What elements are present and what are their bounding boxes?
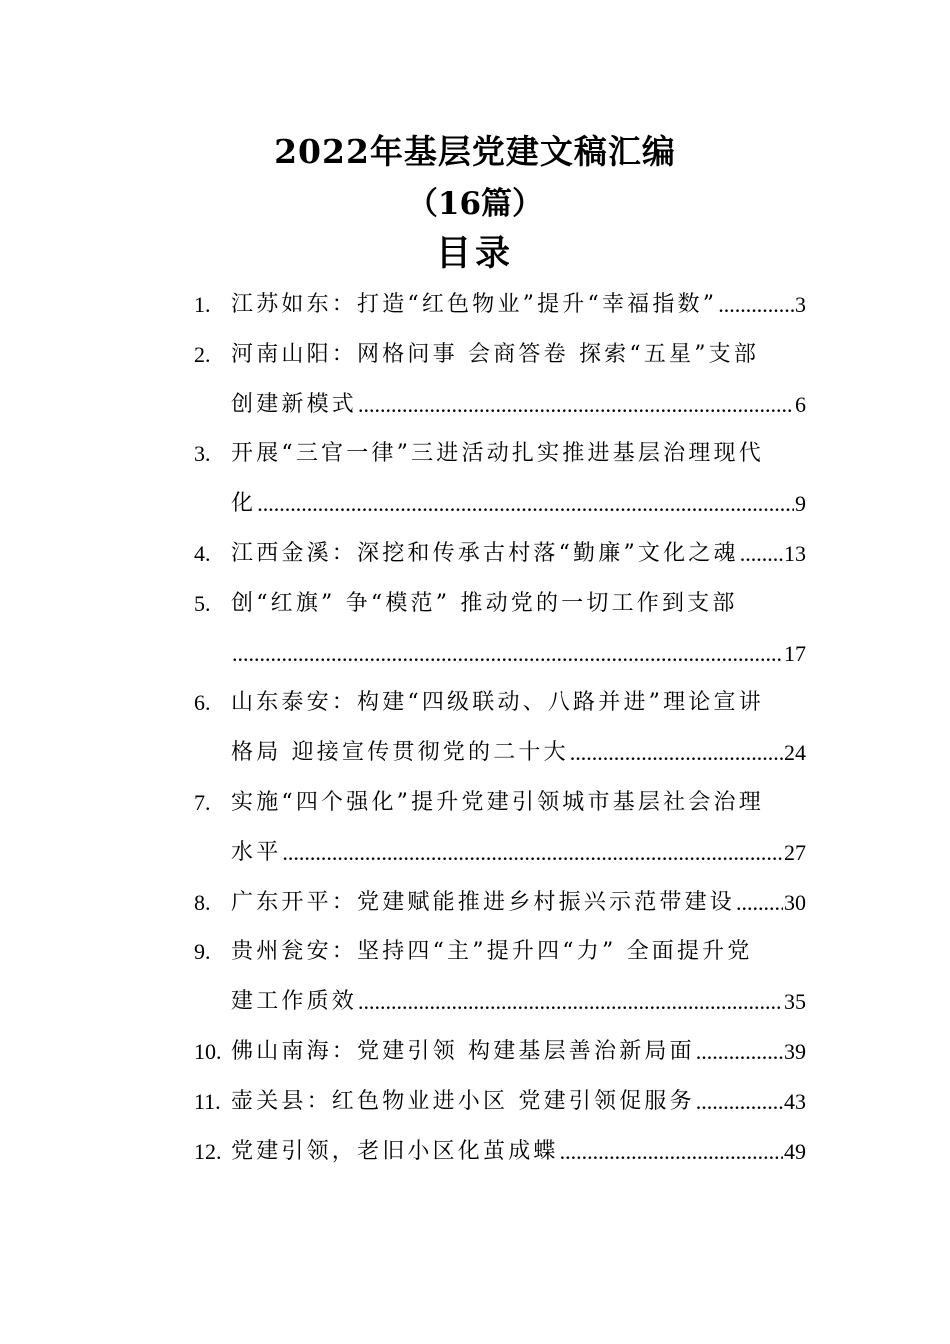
toc-leader-dots — [696, 1089, 783, 1115]
toc-entry-line[interactable] — [231, 382, 806, 418]
toc-page-number: 6 — [795, 391, 806, 417]
toc-leader-dots — [560, 1139, 783, 1165]
toc-entry-line[interactable] — [194, 1129, 806, 1165]
toc-entry-title: 建工作质效 — [231, 989, 358, 1015]
toc-entry-title: 创“红旗” 争“模范” 推动党的一切工作到支部 — [231, 590, 738, 616]
toc-entry-number: 8. — [194, 889, 211, 915]
toc-leader-dots — [358, 989, 783, 1015]
toc-entry-title: 开展“三官一律”三进活动扎实推进基层治理现代 — [231, 441, 764, 467]
toc-entry-number: 9. — [194, 939, 211, 965]
toc-page-number: 49 — [784, 1138, 806, 1164]
toc-entry-line[interactable] — [194, 1079, 806, 1115]
toc-entry-line — [194, 780, 806, 816]
toc-page-number: 39 — [784, 1039, 806, 1064]
toc-entry-line[interactable] — [231, 830, 806, 866]
toc-leader-dots — [232, 641, 783, 667]
toc-entry-number: 11. — [194, 1088, 221, 1114]
toc-entry-title: 河南山阳：网格问事 会商答卷 探索“五星”支部 — [231, 341, 760, 367]
toc-leader-dots — [358, 392, 794, 418]
toc-entry-title: 格局 迎接宣传贯彻党的二十大 — [231, 740, 569, 766]
toc-page-number: 24 — [784, 740, 806, 766]
toc-page-number: 9 — [795, 491, 806, 517]
toc-entry-title: 广东开平：党建赋能推进乡村振兴示范带建设 — [231, 889, 736, 915]
toc-entry-number: 10. — [194, 1039, 222, 1064]
toc-page-number: 13 — [784, 541, 806, 566]
toc-leader-dots — [570, 740, 783, 766]
toc-entry-number: 7. — [194, 790, 211, 815]
toc-page-number: 27 — [784, 839, 806, 865]
toc-leader-dots — [718, 292, 794, 318]
toc-entry-title: 佛山南海：党建引领 构建基层善治新局面 — [231, 1039, 695, 1064]
toc-entry-title: 山东泰安：构建“四级联动、八路并进”理论宣讲 — [231, 690, 764, 716]
toc-entry-number: 6. — [194, 690, 211, 716]
toc-entry-line — [194, 581, 806, 617]
toc-entry-title: 水平 — [231, 839, 282, 865]
toc-leader-dots — [257, 491, 794, 517]
toc-entry-title: 化 — [231, 491, 257, 517]
toc-entry-title: 贵州瓮安：坚持四“主”提升四“力” 全面提升党 — [231, 939, 753, 965]
toc-entry-number: 12. — [194, 1138, 222, 1164]
toc-entry-number: 5. — [194, 590, 211, 616]
toc-entry-line — [194, 332, 806, 368]
toc-entry-line — [194, 431, 806, 467]
toc-entry-line[interactable] — [231, 481, 806, 517]
toc-entry-line[interactable] — [194, 880, 806, 916]
toc-page-number: 43 — [784, 1088, 806, 1114]
toc-entry-line — [194, 680, 806, 716]
toc-entry-line[interactable] — [231, 631, 806, 667]
toc-entry-line[interactable] — [231, 730, 806, 766]
toc-leader-dots — [736, 890, 783, 916]
toc-entry-line[interactable] — [194, 1029, 806, 1065]
toc-entry-number: 2. — [194, 341, 211, 367]
toc-entry-title: 实施“四个强化”提升党建引领城市基层社会治理 — [231, 790, 764, 815]
toc-entry-line — [194, 929, 806, 965]
toc-entry-number: 3. — [194, 441, 211, 467]
toc-entry-title: 创建新模式 — [231, 391, 358, 417]
toc-entry-number: 4. — [194, 541, 211, 566]
toc-entry-line[interactable] — [194, 282, 806, 318]
document-title: 2022年基层党建文稿汇编 — [274, 132, 676, 171]
toc-entry-title: 党建引领，老旧小区化茧成蝶 — [231, 1138, 559, 1164]
toc-entry-title: 壶关县：红色物业进小区 党建引领促服务 — [231, 1088, 695, 1114]
toc-leader-dots — [696, 1039, 783, 1065]
toc-entry-line[interactable] — [231, 979, 806, 1015]
toc-entry-number: 1. — [194, 292, 211, 317]
toc-page-number: 30 — [784, 889, 806, 915]
toc-leader-dots — [282, 840, 783, 866]
document-subtitle: （16篇） — [406, 186, 544, 222]
toc-entry-title: 江西金溪：深挖和传承古村落“勤廉”文化之魂 — [231, 541, 739, 566]
toc-page-number: 35 — [784, 989, 806, 1015]
toc-heading: 目录 — [435, 233, 514, 274]
toc-page-number: 17 — [784, 640, 806, 666]
toc-entry-title: 江苏如东：打造“红色物业”提升“幸福指数” — [231, 292, 718, 317]
toc-entry-line[interactable] — [194, 531, 806, 567]
toc-page-number: 3 — [795, 292, 806, 317]
toc-leader-dots — [740, 541, 783, 567]
